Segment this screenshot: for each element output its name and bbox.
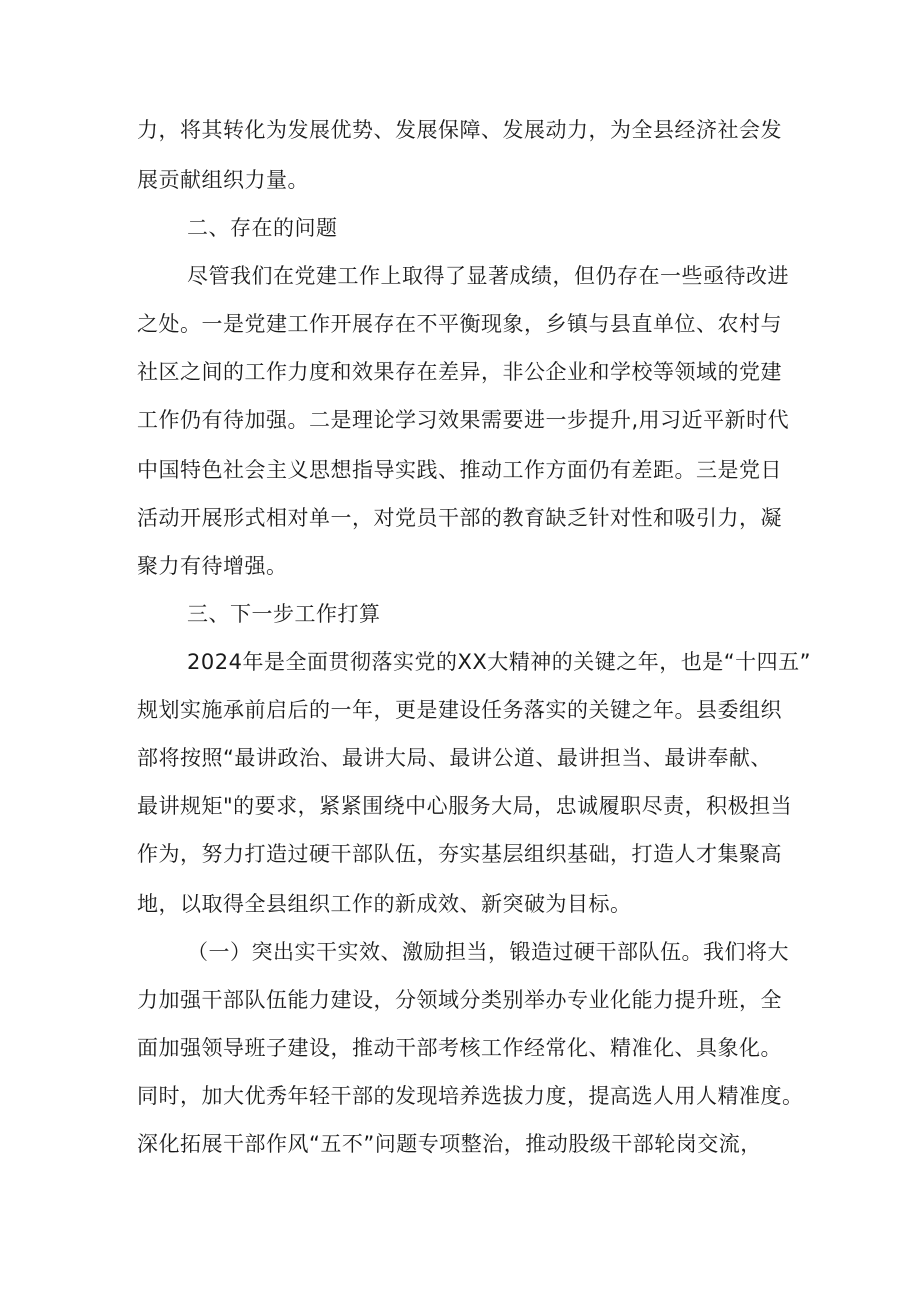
body-text-line: 活动开展形式相对单一，对党员干部的教育缺乏针对性和吸引力，凝 (137, 506, 782, 530)
body-text-line: 同时，加大优秀年轻干部的发现培养选拔力度，提高选人用人精准度。 (137, 1084, 804, 1108)
body-text-line: 聚力有待增强。 (137, 554, 288, 578)
body-text-line: 尽管我们在党建工作上取得了显著成绩，但仍存在一些亟待改进 (187, 264, 789, 288)
body-text-line: 深化拓展干部作风“五不”问题专项整治，推动股级干部轮岗交流， (137, 1132, 762, 1156)
subsection-heading-line: （一）突出实干实效、激励担当，锻造过硬干部队伍。我们将大 (187, 940, 789, 964)
body-text-line: 规划实施承前启后的一年，更是建设任务落实的关键之年。县委组织 (137, 698, 782, 722)
body-text-line: 2024年是全面贯彻落实党的XX大精神的关键之年，也是“十四五” (187, 650, 811, 674)
body-text-line: 作为，努力打造过硬干部队伍，夯实基层组织基础，打造人才集聚高 (137, 842, 782, 866)
body-text-line: 之处。一是党建工作开展存在不平衡现象，乡镇与县直单位、农村与 (137, 312, 782, 336)
body-text-line: 地，以取得全县组织工作的新成效、新突破为目标。 (137, 892, 632, 916)
body-text-line: 社区之间的工作力度和效果存在差异，非公企业和学校等领域的党建 (137, 360, 782, 384)
body-text-line: 力，将其转化为发展优势、发展保障、发展动力，为全县经济社会发 (137, 118, 782, 142)
body-text-line: 展贡献组织力量。 (137, 168, 309, 192)
section-heading: 二、存在的问题 (187, 216, 338, 240)
section-heading: 三、下一步工作打算 (187, 602, 381, 626)
body-text-line: 中国特色社会主义思想指导实践、推动工作方面仍有差距。三是党日 (137, 458, 782, 482)
body-text-line: 面加强领导班子建设，推动干部考核工作经常化、精准化、具象化。 (137, 1036, 782, 1060)
body-text-line: 部将按照“最讲政治、最讲大局、最讲公道、最讲担当、最讲奉献、 (137, 746, 772, 770)
body-text-line: 最讲规矩"的要求，紧紧围绕中心服务大局，忠诚履职尽责，积极担当 (137, 794, 793, 818)
body-text-line: 力加强干部队伍能力建设，分领域分类别举办专业化能力提升班，全 (137, 988, 782, 1012)
body-text-line: 工作仍有待加强。二是理论学习效果需要进一步提升,用习近平新时代 (137, 408, 790, 432)
